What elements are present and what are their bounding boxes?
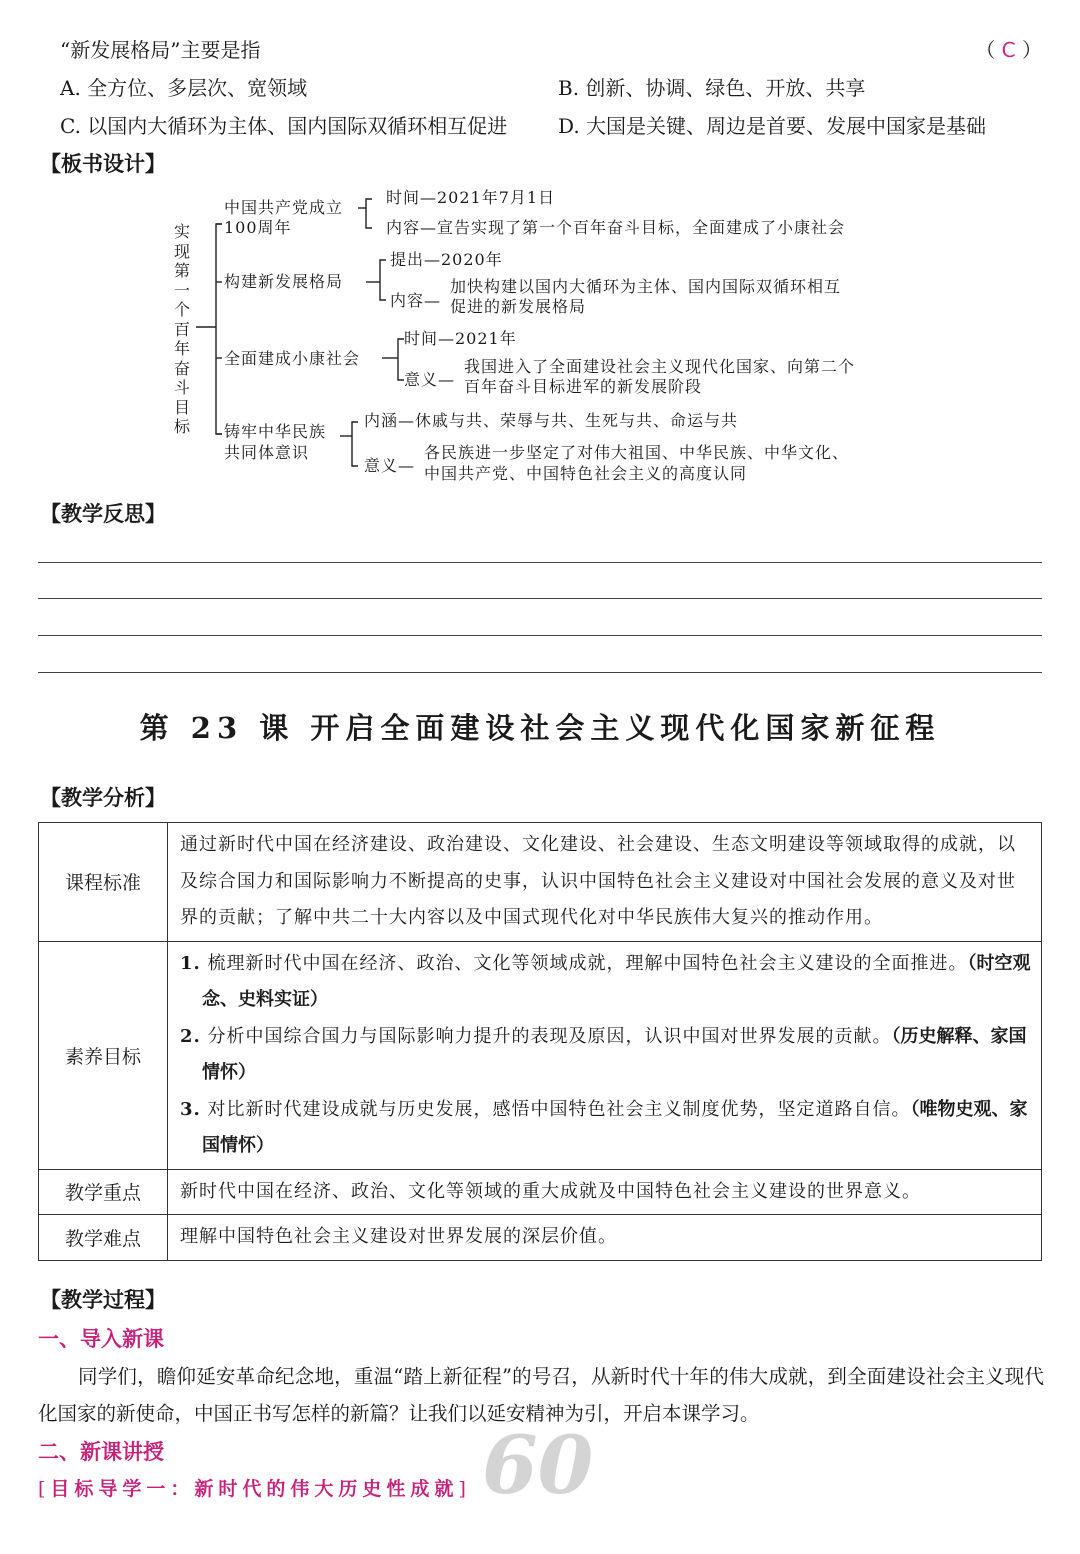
branch-4-item-2: 意义— bbox=[364, 456, 416, 475]
branch-1-item-1: 时间—2021年7月1日 bbox=[386, 188, 556, 207]
reflection-heading: 【教学反思】 bbox=[40, 502, 166, 526]
option-d: D. 大国是关键、周边是首要、发展中国家是基础 bbox=[558, 114, 987, 138]
branch-1-item-2: 内容—宣告实现了第一个百年奋斗目标，全面建成了小康社会 bbox=[386, 218, 846, 237]
branch-2-item-1: 提出—2020年 bbox=[390, 250, 503, 269]
row-label-standard: 课程标准 bbox=[39, 823, 168, 942]
analysis-row-focus bbox=[39, 1169, 1042, 1215]
branch-4-label-1: 铸牢中华民族 bbox=[224, 422, 327, 441]
goals-list bbox=[168, 941, 1042, 1169]
page-number: 60 bbox=[482, 1418, 594, 1512]
goal-item-3: 3. 对比新时代建设成就与历史发展，感悟中国特色社会主义制度优势，坚定道路自信。（唯物史观、家国情怀） bbox=[180, 1098, 1028, 1156]
tag-bracket-left-icon: [ bbox=[38, 1478, 51, 1500]
reflection-line-4 bbox=[38, 672, 1042, 673]
reflection-line-2 bbox=[38, 598, 1042, 599]
intro-paragraph: 同学们，瞻仰延安革命纪念地，重温“踏上新征程”的号召，从新时代十年的伟大成就，到全面建设社会主义现代化国家的新使命，中国正书写怎样的新篇？让我们以延安精神为引，开启本课学习。 bbox=[38, 1365, 1044, 1425]
branch-3-item-1: 时间—2021年 bbox=[404, 329, 517, 348]
row-label-focus: 教学重点 bbox=[39, 1169, 168, 1215]
answer-close: ） bbox=[1022, 38, 1042, 62]
process-heading: 【教学过程】 bbox=[40, 1288, 166, 1312]
answer-open: （ bbox=[975, 38, 996, 62]
branch-2-item-3: 加快构建以国内大循环为主体、国内国际双循环相互 bbox=[450, 277, 842, 296]
branch-3-item-4: 百年奋斗目标进军的新发展阶段 bbox=[464, 377, 703, 396]
analysis-row-difficulty bbox=[39, 1215, 1042, 1261]
row-label-goals: 素养目标 bbox=[39, 941, 168, 1169]
row-text-focus: 新时代中国在经济、政治、文化等领域的重大成就及中国特色社会主义建设的世界意义。 bbox=[168, 1169, 1042, 1215]
branch-4-item-1: 内涵—休戚与共、荣辱与共、生死与共、命运与共 bbox=[364, 411, 739, 430]
lesson-title: 第 23 课 开启全面建设社会主义现代化国家新征程 bbox=[139, 711, 941, 745]
branch-2-label: 构建新发展格局 bbox=[224, 272, 344, 291]
branch-2-item-4: 促进的新发展格局 bbox=[450, 297, 587, 316]
branch-3-item-2: 意义— bbox=[404, 370, 456, 389]
board-design-heading: 【板书设计】 bbox=[40, 152, 166, 176]
analysis-row-standard bbox=[39, 823, 1042, 942]
option-a: A. 全方位、多层次、宽领域 bbox=[60, 76, 308, 100]
option-c: C. 以国内大循环为主体、国内国际双循环相互促进 bbox=[60, 114, 508, 138]
answer-bracket bbox=[975, 34, 1042, 63]
branch-1-label-1: 中国共产党成立 bbox=[224, 198, 344, 217]
row-label-difficulty: 教学难点 bbox=[39, 1215, 168, 1261]
goal-tag-text: 目标导学一：新时代的伟大历史性成就 bbox=[50, 1478, 459, 1500]
analysis-heading: 【教学分析】 bbox=[40, 786, 166, 810]
branch-4-item-4: 中国共产党、中国特色社会主义的高度认同 bbox=[424, 464, 748, 483]
intro-heading: 一、导入新课 bbox=[38, 1327, 164, 1351]
goal-tag bbox=[38, 1474, 471, 1501]
analysis-row-goals bbox=[39, 941, 1042, 1169]
answer-letter: C bbox=[1001, 38, 1016, 62]
row-text-standard: 通过新时代中国在经济建设、政治建设、文化建设、社会建设、生态文明建设等领域取得的成就，以及综合国力和国际影响力不断提高的史事，认识中国特色社会主义建设对中国社会发展的意义及对世界的贡献；了解中共二十大内容以及中国式现代化对中华民族伟大复兴的推动作用。 bbox=[168, 823, 1042, 942]
branch-1-label-2: 100周年 bbox=[224, 218, 292, 237]
goal-item-1: 1. 梳理新时代中国在经济、政治、文化等领域成就，理解中国特色社会主义建设的全面推进。（时空观念、史料实证） bbox=[180, 952, 1031, 1010]
option-b: B. 创新、协调、绿色、开放、共享 bbox=[558, 76, 866, 100]
branch-3-label: 全面建成小康社会 bbox=[224, 349, 361, 368]
branch-4-label-2: 共同体意识 bbox=[224, 443, 310, 462]
question-stem: “新发展格局”主要是指 bbox=[60, 38, 261, 62]
analysis-table bbox=[38, 822, 1042, 1261]
diagram-root: 实现第一个百年奋斗目标 bbox=[173, 222, 190, 436]
reflection-line-1 bbox=[38, 562, 1042, 563]
branch-2-item-2: 内容— bbox=[390, 291, 442, 310]
board-design-diagram bbox=[160, 182, 1040, 502]
row-text-difficulty: 理解中国特色社会主义建设对世界发展的深层价值。 bbox=[168, 1215, 1042, 1261]
tag-bracket-right-icon: ] bbox=[458, 1478, 471, 1500]
branch-3-item-3: 我国进入了全面建设社会主义现代化国家、向第二个 bbox=[464, 357, 856, 376]
branch-4-item-3: 各民族进一步坚定了对伟大祖国、中华民族、中华文化、 bbox=[424, 443, 850, 462]
new-lesson-heading: 二、新课讲授 bbox=[38, 1440, 164, 1464]
goal-item-2: 2. 分析中国综合国力与国际影响力提升的表现及原因，认识中国对世界发展的贡献。（历史解释、家国情怀） bbox=[180, 1025, 1027, 1083]
reflection-line-3 bbox=[38, 635, 1042, 636]
